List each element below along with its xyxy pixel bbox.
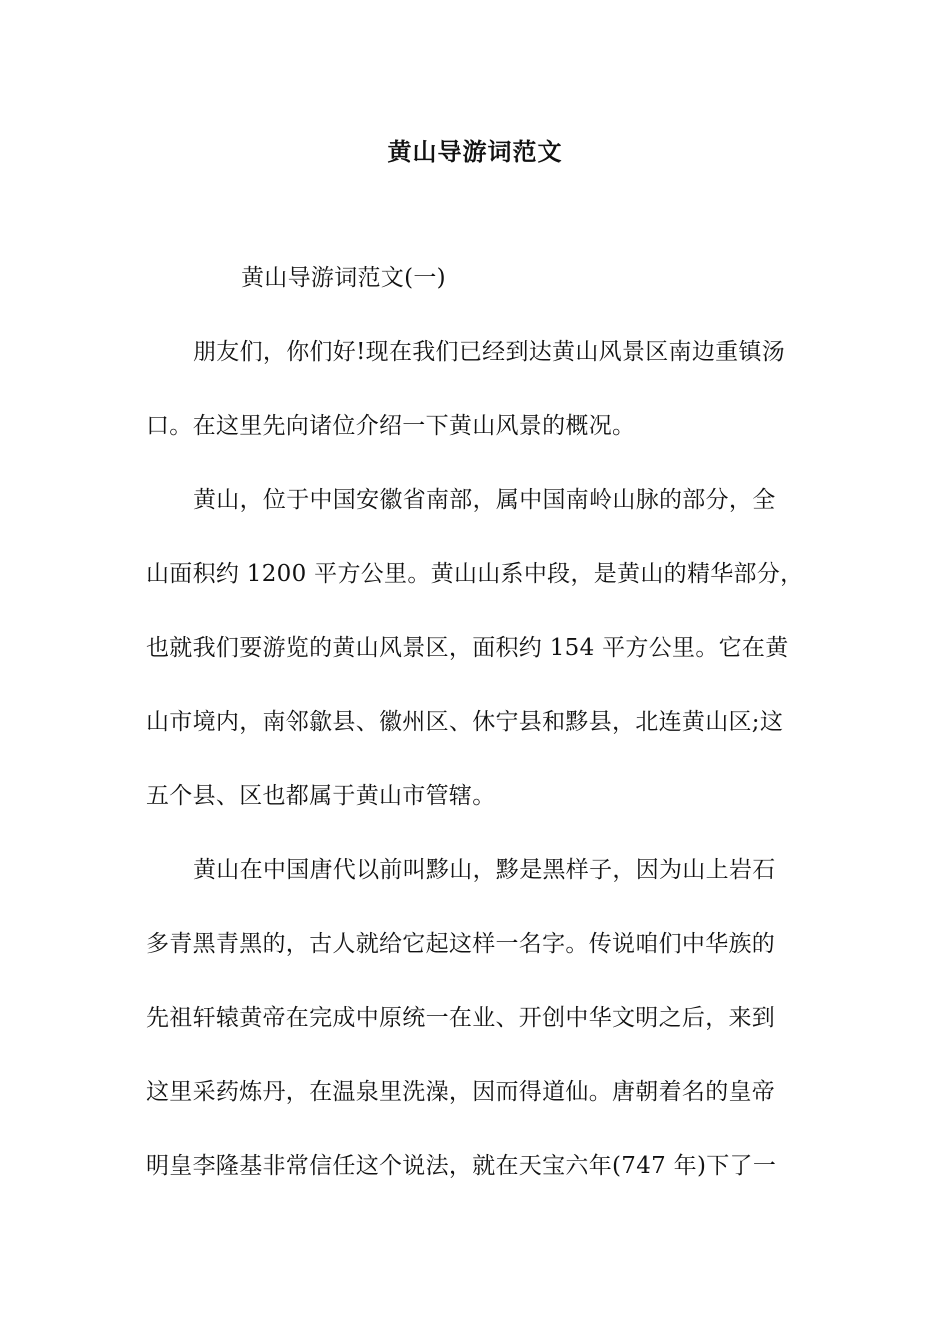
paragraph-line: 黄山在中国唐代以前叫黟山，黟是黑样子，因为山上岩石 [193, 857, 776, 883]
document-title: 黄山导游词范文 [387, 137, 563, 166]
paragraph-line: 黄山，位于中国安徽省南部，属中国南岭山脉的部分，全 [193, 487, 776, 513]
paragraph-line: 山面积约 1200 平方公里。黄山山系中段，是黄山的精华部分， [146, 561, 804, 587]
paragraph-line: 五个县、区也都属于黄山市管辖。 [146, 783, 496, 809]
paragraph-line: 山市境内，南邻歙县、徽州区、休宁县和黟县，北连黄山区;这 [146, 709, 784, 735]
paragraph-line: 明皇李隆基非常信任这个说法，就在天宝六年(747 年)下了一 [146, 1153, 777, 1179]
paragraph-line: 先祖轩辕黄帝在完成中原统一在业、开创中华文明之后，来到 [146, 1005, 776, 1031]
paragraph-line: 口。在这里先向诸位介绍一下黄山风景的概况。 [146, 413, 636, 439]
section-heading: 黄山导游词范文(一) [241, 265, 446, 291]
paragraph-line: 这里采药炼丹，在温泉里洗澡，因而得道仙。唐朝着名的皇帝 [146, 1079, 776, 1105]
paragraph-line: 朋友们，你们好!现在我们已经到达黄山风景区南边重镇汤 [193, 339, 786, 365]
paragraph-line: 多青黑青黑的，古人就给它起这样一名字。传说咱们中华族的 [146, 931, 776, 957]
paragraph-line: 也就我们要游览的黄山风景区，面积约 154 平方公里。它在黄 [146, 635, 789, 661]
